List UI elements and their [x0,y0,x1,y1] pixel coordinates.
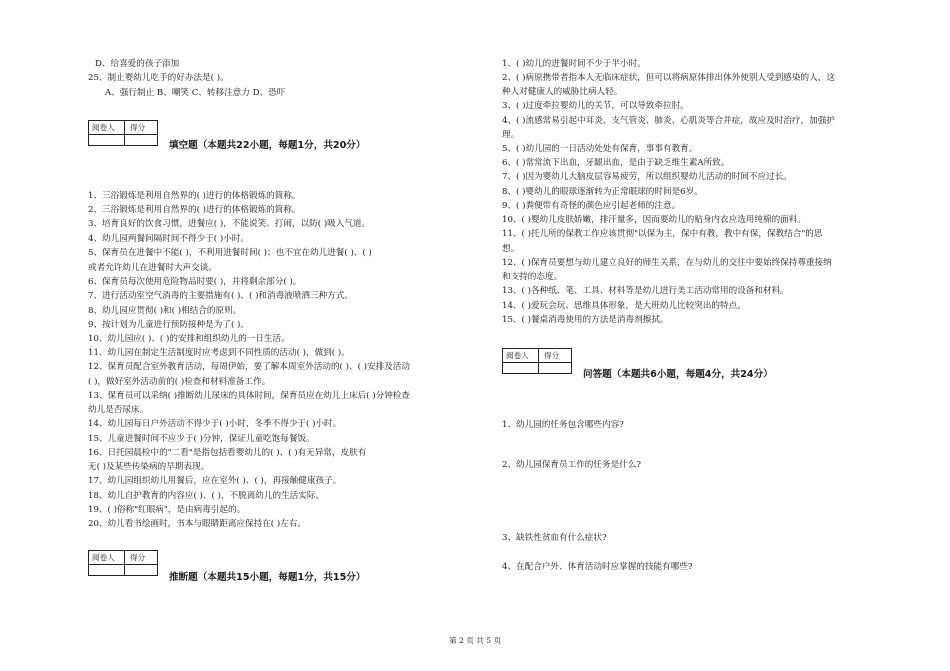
fill-line: 19、( )俗称"红眼病"，是由病毒引起的。 [88,505,246,515]
judgment-line: 4、( )流感常易引起中耳炎、支气管炎、肺炎、心肌炎等合并症，故应及时治疗，加强护 [502,116,835,126]
judgment-line: 想。 [502,244,520,254]
reviewer-label: 阅卷人 [92,553,115,562]
judgment-line: 种人对健康人的威胁比病人轻。 [502,87,623,97]
judgment-line: 12、( )保育员要想与幼儿建立良好的师生关系，在与幼儿的交往中要始终保持尊重接纳 [502,258,832,268]
score-label: 得分 [130,123,146,132]
judgment-line: 10、( )婴幼儿皮肤娇嫩，排汗量多，因而要幼儿的贴身内衣应选用纯棉的面料。 [502,215,806,225]
page-footer: 第 2 页 共 5 页 [448,636,502,645]
score-box [88,120,158,146]
fill-line: 17、幼儿园组织幼儿用餐后，应在室外( )、( )，再接触健康孩子。 [88,476,342,486]
fill-line: 8、幼儿园应贯彻( )和( )相结合的原则。 [88,306,242,316]
fill-line: 13、保育员可以采纳( )推断幼儿尿床的具体时间，保育员应在幼儿上床后( )分钟检查 [88,391,410,401]
fill-line: 10、幼儿园应( )、( )的安排和组织幼儿的一日生活。 [88,334,290,344]
judgment-line: 2、( )病原携带者指本人无临床症状，但可以将病原体排出体外使别人受到感染的人，这 [502,73,835,83]
judgment-line: 11、( )托儿所的保教工作应该贯彻"以保为主，保中有教，教中有保，保教结合"的思 [502,229,823,239]
judgment-line: 3、( )过度牵拉婴幼儿的关节，可以导致牵拉肘。 [502,101,689,111]
qa-question: 2、幼儿园保育员工作的任务是什么? [502,460,641,470]
fill-line: 7、进行活动室空气消毒的主要措施有( )、( )和消毒液喷洒三种方式。 [88,291,353,301]
judgment-title: 推断题（本题共15小题，每题1分，共15分） [169,572,366,583]
fill-line: 14、幼儿园每日户外活动不得少于( )小时，冬季不得少于( )小时。 [88,419,342,429]
judgment-line: 9、( )粪便带有奇怪的颜色应引起老师的注意。 [502,201,681,211]
qa-question: 4、在配合户外、体育活动时应掌握的技能有哪些? [502,562,693,572]
fill-line: 幼儿是否尿床。 [88,405,149,415]
fill-line: 2、三浴锻炼是利用自然界的( )进行的体格锻炼的简称。 [88,205,301,215]
judgment-line: 5、( )幼儿园的一日活动处处有保育，事事有教育。 [502,144,698,154]
fill-line: 15、儿童进餐时间不应少于( )分钟，保证儿童吃饱每餐饭。 [88,434,315,444]
fill-line: 16、日托园晨检中的"二看"是指包括看婴幼儿的( )、( )有无异常，皮肤有 [88,448,367,458]
judgment-line: 1、( )幼儿的进餐时间不少于半小时。 [502,59,646,69]
fill-line: 或者允许幼儿在进餐时大声交谈。 [88,263,217,273]
fill-line: 1、三浴锻炼是利用自然界的( )进行的体格锻炼的简称。 [88,191,301,201]
option-line: A、强行制止 B、嘲笑 C、转移注意力 D、恐吓 [105,88,286,98]
judgment-line: 13、( )各种纸、笔、工具、材料等是幼儿进行美工活动常用的设备和材料。 [502,286,789,296]
fill-line: 11、幼儿园在制定生活制度时应考虑到不同性质的活动( )，做到( )。 [88,348,350,358]
fill-blank-title: 填空题（本题共22小题，每题1分，共20分） [169,140,366,151]
judgment-line: 7、( )因为婴幼儿大脑皮层容易疲劳，所以组织婴幼儿活动的时间不应过长。 [502,172,792,182]
fill-line: 20、幼儿看书绘画时，书本与眼睛距离应保持在( )左右。 [88,519,307,529]
judgment-line: 和支持的态度。 [502,272,563,282]
fill-line: 18、幼儿自护教育的内容应( )、( )，不脱离幼儿的生活实际。 [88,491,325,501]
judgment-line: 8、( )婴幼儿的眼球逐渐转为正常眼球的时间是6岁。 [502,187,703,197]
fill-line: ( )，做好室外活动前的( )检查和材料准备工作。 [88,377,271,387]
judgment-line: 14、( )爱玩会玩、思维具体形象，是大班幼儿比较突出的特点。 [502,301,746,311]
score-label: 得分 [130,553,146,562]
fill-line: 4、幼儿园两餐间隔时间不得少于( )小时。 [88,234,249,244]
fill-line: 9、按计划为儿童进行预防接种是为了( )。 [88,320,249,330]
score-box [502,348,572,374]
judgment-line: 15、( )餐桌消毒使用的方法是消毒剂擦拭。 [502,315,669,325]
fill-line: 12、保育员配合室外教育活动，每周伊始，要了解本周室外活动的( )、( )安排及活动 [88,362,410,372]
reviewer-label: 阅卷人 [506,351,529,360]
score-box [88,550,158,576]
fill-line: 5、保育员在进餐中不能( )，不利用进餐时间( )；也不宜在幼儿进餐( )、( ) [88,248,372,258]
fill-line: 无( )及某些传染病的早期表现。 [88,462,210,472]
judgment-line: 6、( )常常流下出血，牙龈出血，是由于缺乏维生素A所致。 [502,158,730,168]
qa-title: 问答题（本题共6小题，每题4分，共24分） [583,369,773,380]
qa-question: 1、幼儿园的任务包含哪些内容? [502,420,624,430]
fill-line: 3、培育良好的饮食习惯，进餐应( )，不能说笑、打闹，以防( )吸入气道。 [88,219,371,229]
fill-line: 6、保育员每次使用危险物品时要( )，并将剩余部分( )。 [88,277,302,287]
option-line: D、给喜爱的孩子添加 [95,59,180,69]
score-label: 得分 [544,351,560,360]
judgment-line: 理。 [502,130,520,140]
question-line: 25、制止婴幼儿吃手的好办法是( )。 [88,73,229,83]
reviewer-label: 阅卷人 [92,123,115,132]
qa-question: 3、缺铁性贫血有什么症状? [502,533,607,543]
